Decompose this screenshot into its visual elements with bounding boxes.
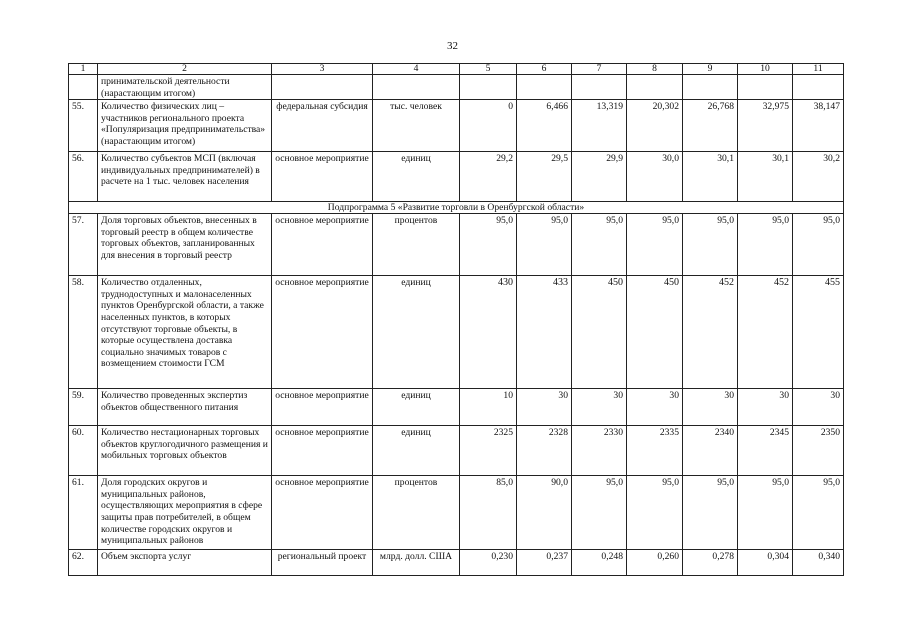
value-cell: 95,0 xyxy=(460,214,517,276)
value-cell: 2328 xyxy=(517,426,572,476)
column-number-row xyxy=(69,64,844,75)
table-row xyxy=(69,276,844,389)
unit: процентов xyxy=(373,476,460,550)
column-number: 11 xyxy=(793,64,844,75)
indicator-name: Объем экспорта услуг xyxy=(98,550,272,576)
column-number: 2 xyxy=(98,64,272,75)
table-row xyxy=(69,214,844,276)
indicator-name: Количество физических лиц – участников регионального проекта «Популяризация предпринимательства» (нарастающим итогом) xyxy=(98,100,272,152)
value-cell: 30 xyxy=(627,389,683,426)
value-cell xyxy=(738,75,793,100)
value-cell: 30 xyxy=(517,389,572,426)
unit: единиц xyxy=(373,276,460,389)
value-cell: 95,0 xyxy=(793,476,844,550)
value-cell: 452 xyxy=(738,276,793,389)
table-row xyxy=(69,100,844,152)
value-cell: 30 xyxy=(793,389,844,426)
value-cell: 32,975 xyxy=(738,100,793,152)
value-cell: 30,0 xyxy=(627,152,683,202)
subprogram-heading: Подпрограмма 5 «Развитие торговли в Оренбургской области» xyxy=(69,202,844,214)
value-cell xyxy=(572,75,627,100)
value-cell: 2350 xyxy=(793,426,844,476)
column-number: 9 xyxy=(683,64,738,75)
value-cell: 38,147 xyxy=(793,100,844,152)
value-cell: 433 xyxy=(517,276,572,389)
value-cell: 0 xyxy=(460,100,517,152)
funding-source: основное мероприятие xyxy=(272,276,373,389)
unit: процентов xyxy=(373,214,460,276)
value-cell: 6,466 xyxy=(517,100,572,152)
indicator-name: Количество проведенных экспертиз объектов общественного питания xyxy=(98,389,272,426)
value-cell: 10 xyxy=(460,389,517,426)
row-number: 55. xyxy=(69,100,98,152)
value-cell: 95,0 xyxy=(738,476,793,550)
unit: единиц xyxy=(373,389,460,426)
indicator-name: Доля торговых объектов, внесенных в торговый реестр в общем количестве торговых объектов, запланированных для внесения в торговый реестр xyxy=(98,214,272,276)
value-cell xyxy=(683,75,738,100)
row-number: 57. xyxy=(69,214,98,276)
value-cell: 20,302 xyxy=(627,100,683,152)
value-cell: 30 xyxy=(683,389,738,426)
funding-source: основное мероприятие xyxy=(272,389,373,426)
value-cell: 95,0 xyxy=(683,214,738,276)
value-cell: 30,1 xyxy=(683,152,738,202)
value-cell: 95,0 xyxy=(738,214,793,276)
value-cell: 0,340 xyxy=(793,550,844,576)
value-cell: 95,0 xyxy=(793,214,844,276)
unit xyxy=(373,75,460,100)
value-cell: 29,5 xyxy=(517,152,572,202)
value-cell: 2325 xyxy=(460,426,517,476)
funding-source xyxy=(272,75,373,100)
indicator-name: Количество нестационарных торговых объектов круглогодичного размещения и мобильных торговых объектов xyxy=(98,426,272,476)
indicator-name: Количество субъектов МСП (включая индивидуальных предпринимателей) в расчете на 1 тыс. человек населения xyxy=(98,152,272,202)
column-number: 4 xyxy=(373,64,460,75)
row-number: 58. xyxy=(69,276,98,389)
column-number: 3 xyxy=(272,64,373,75)
table-row xyxy=(69,426,844,476)
table-row xyxy=(69,75,844,100)
value-cell xyxy=(517,75,572,100)
funding-source: федеральная субсидия xyxy=(272,100,373,152)
value-cell: 0,304 xyxy=(738,550,793,576)
value-cell: 0,248 xyxy=(572,550,627,576)
indicator-name: Доля городских округов и муниципальных районов, осуществляющих мероприятия в сфере защиты прав потребителей, в общем количестве городских округов и муниципальных районов xyxy=(98,476,272,550)
value-cell: 450 xyxy=(572,276,627,389)
value-cell: 95,0 xyxy=(627,214,683,276)
column-number: 5 xyxy=(460,64,517,75)
table-row xyxy=(69,476,844,550)
funding-source: основное мероприятие xyxy=(272,426,373,476)
value-cell: 95,0 xyxy=(572,214,627,276)
row-number xyxy=(69,75,98,100)
column-number: 8 xyxy=(627,64,683,75)
row-number: 62. xyxy=(69,550,98,576)
value-cell: 29,9 xyxy=(572,152,627,202)
value-cell: 29,2 xyxy=(460,152,517,202)
unit: тыс. человек xyxy=(373,100,460,152)
value-cell: 30 xyxy=(572,389,627,426)
value-cell: 452 xyxy=(683,276,738,389)
subprogram-heading-row xyxy=(69,202,844,214)
row-number: 59. xyxy=(69,389,98,426)
column-number: 10 xyxy=(738,64,793,75)
value-cell: 95,0 xyxy=(572,476,627,550)
value-cell: 95,0 xyxy=(517,214,572,276)
column-number: 1 xyxy=(69,64,98,75)
value-cell: 0,230 xyxy=(460,550,517,576)
funding-source: основное мероприятие xyxy=(272,214,373,276)
value-cell: 450 xyxy=(627,276,683,389)
page-number: 32 xyxy=(447,40,458,52)
row-number: 60. xyxy=(69,426,98,476)
table-row xyxy=(69,550,844,576)
value-cell xyxy=(793,75,844,100)
value-cell xyxy=(460,75,517,100)
value-cell: 2345 xyxy=(738,426,793,476)
column-number: 6 xyxy=(517,64,572,75)
value-cell xyxy=(627,75,683,100)
value-cell: 0,237 xyxy=(517,550,572,576)
value-cell: 13,319 xyxy=(572,100,627,152)
funding-source: основное мероприятие xyxy=(272,152,373,202)
value-cell: 0,278 xyxy=(683,550,738,576)
table-row xyxy=(69,152,844,202)
funding-source: региональный проект xyxy=(272,550,373,576)
value-cell: 30 xyxy=(738,389,793,426)
value-cell: 30,2 xyxy=(793,152,844,202)
funding-source: основное мероприятие xyxy=(272,476,373,550)
row-number: 56. xyxy=(69,152,98,202)
value-cell: 2335 xyxy=(627,426,683,476)
unit: единиц xyxy=(373,152,460,202)
column-number: 7 xyxy=(572,64,627,75)
value-cell: 0,260 xyxy=(627,550,683,576)
indicators-table xyxy=(68,63,844,576)
unit: млрд. долл. США xyxy=(373,550,460,576)
value-cell: 430 xyxy=(460,276,517,389)
table-row xyxy=(69,389,844,426)
unit: единиц xyxy=(373,426,460,476)
value-cell: 26,768 xyxy=(683,100,738,152)
value-cell: 85,0 xyxy=(460,476,517,550)
value-cell: 2330 xyxy=(572,426,627,476)
indicator-name: принимательской деятельности (нарастающим итогом) xyxy=(98,75,272,100)
value-cell: 455 xyxy=(793,276,844,389)
value-cell: 95,0 xyxy=(683,476,738,550)
value-cell: 95,0 xyxy=(627,476,683,550)
value-cell: 90,0 xyxy=(517,476,572,550)
indicator-name: Количество отдаленных, труднодоступных и малонаселенных пунктов Оренбургской области, а также населенных пунктов, в которых отсутствуют торговые объекты, в которые осуществлена доставка социально значимых товаров с возмещением стоимости ГСМ xyxy=(98,276,272,389)
row-number: 61. xyxy=(69,476,98,550)
value-cell: 2340 xyxy=(683,426,738,476)
value-cell: 30,1 xyxy=(738,152,793,202)
